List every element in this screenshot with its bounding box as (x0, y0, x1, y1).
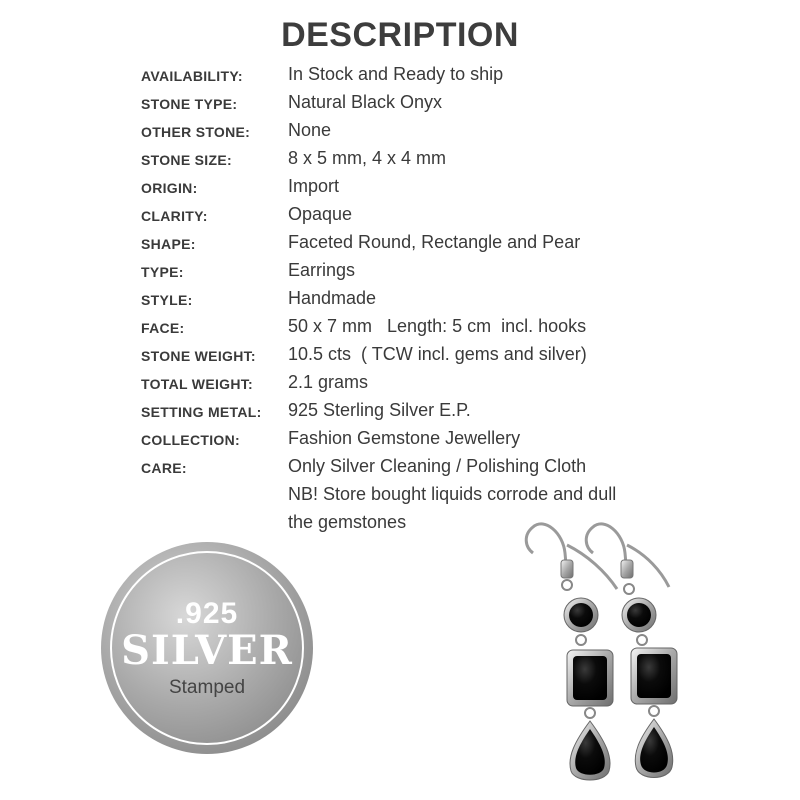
spec-value: Handmade (288, 288, 377, 308)
spec-label: COLLECTION: (141, 432, 240, 448)
spec-row-style (141, 286, 701, 314)
spec-row-shape (141, 230, 701, 258)
left-earring (526, 524, 617, 780)
spec-row-stone-size (141, 146, 701, 174)
spec-row-face (141, 314, 701, 342)
spec-label: AVAILABILITY: (141, 68, 243, 84)
spec-label: ORIGIN: (141, 180, 198, 196)
spec-value: 10.5 cts ( TCW incl. gems and silver) (288, 344, 587, 364)
spec-label: STONE TYPE: (141, 96, 238, 112)
spec-label: CARE: (141, 460, 187, 476)
spec-row-care (141, 454, 701, 482)
spec-value: Natural Black Onyx (288, 92, 443, 112)
onyx-earrings-image (505, 505, 695, 795)
spec-value: Faceted Round, Rectangle and Pear (288, 232, 581, 252)
spec-label: TYPE: (141, 264, 184, 280)
spec-value: None (288, 120, 332, 140)
spec-label: TOTAL WEIGHT: (141, 376, 254, 392)
spec-row-setting-metal (141, 398, 701, 426)
spec-row-stone-type (141, 90, 701, 118)
spec-row-stone-weight (141, 342, 701, 370)
spec-value: Fashion Gemstone Jewellery (288, 428, 521, 448)
spec-value: 50 x 7 mm Length: 5 cm incl. hooks (288, 316, 587, 336)
spec-value: Import (288, 176, 340, 196)
spec-label: OTHER STONE: (141, 124, 251, 140)
spec-label: CLARITY: (141, 208, 208, 224)
spec-label: STYLE: (141, 292, 193, 308)
silver-badge-text (100, 541, 314, 755)
spec-row-clarity (141, 202, 701, 230)
spec-value: 925 Sterling Silver E.P. (288, 400, 471, 420)
spec-row-origin (141, 174, 701, 202)
spec-value: Opaque (288, 204, 353, 224)
care-note-line: the gemstones (288, 512, 407, 532)
spec-label: SHAPE: (141, 236, 196, 252)
spec-row-type (141, 258, 701, 286)
badge-mark: Stamped (168, 677, 246, 698)
page-title: DESCRIPTION (281, 16, 519, 54)
spec-value: Earrings (288, 260, 356, 280)
spec-label: SETTING METAL: (141, 404, 262, 420)
badge-metal: SILVER (121, 627, 293, 674)
spec-label: STONE SIZE: (141, 152, 232, 168)
spec-value: In Stock and Ready to ship (288, 64, 504, 84)
spec-value: 2.1 grams (288, 372, 369, 392)
spec-value: 8 x 5 mm, 4 x 4 mm (288, 148, 447, 168)
spec-row-collection (141, 426, 701, 454)
spec-row-other-stone (141, 118, 701, 146)
spec-row-availability (141, 62, 701, 90)
spec-value: Only Silver Cleaning / Polishing Cloth (288, 456, 587, 476)
spec-label: STONE WEIGHT: (141, 348, 256, 364)
spec-label: FACE: (141, 320, 185, 336)
care-note-line: NB! Store bought liquids corrode and dull (288, 484, 617, 504)
spec-row-total-weight (141, 370, 701, 398)
badge-purity: .925 (175, 597, 239, 630)
